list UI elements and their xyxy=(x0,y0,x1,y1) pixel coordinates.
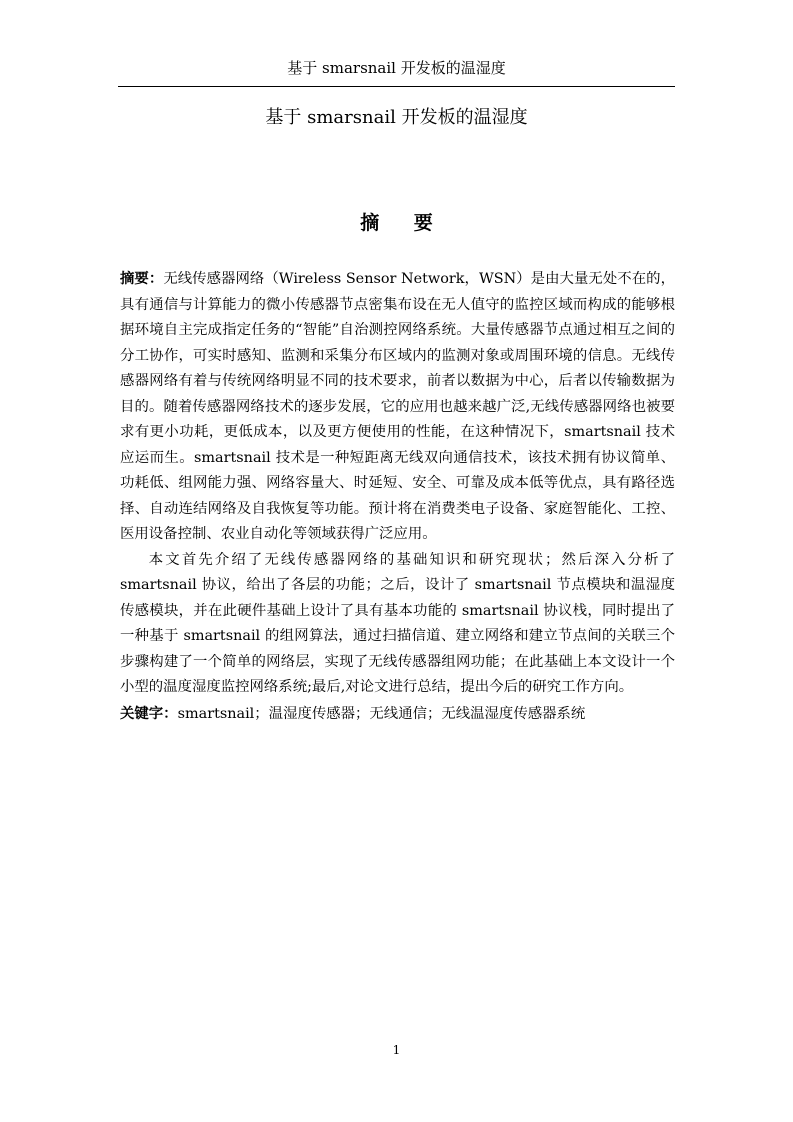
abstract-body xyxy=(120,266,675,727)
abstract-label: 摘要： xyxy=(120,270,164,287)
header-rule xyxy=(118,86,675,87)
abstract-paragraph xyxy=(120,266,675,548)
page-number: 1 xyxy=(392,1043,401,1057)
keywords-text: smartsnail；温湿度传感器；无线通信；无线温湿度传感器系统 xyxy=(177,705,586,722)
abstract-heading: 摘 要 xyxy=(360,212,447,234)
abstract-text: 无线传感器网络（Wireless Sensor Network，WSN）是由大量无处不在的，具有通信与计算能力的微小传感器节点密集布设在无人值守的监控区域而构成的能够根据环境自主完成指定任务的“智能”自治测控网络系统。大量传感器节点通过相互之间的分工协作，可实时感知、监测和采集分布区域内的监测对象或周围环境的信息。无线传感器网络有着与传统网络明显不同的技术要求，前者以数据为中心，后者以传输数据为目的。随着传感器网络技术的逐步发展，它的应用也越来越广泛,无线传感器网络也被要求有更小功耗，更低成本，以及更方便使用的性能，在这种情况下，smartsnail 技术应运而生。smartsnail 技术是一种短距离无线双向通信技术，该技术拥有协议简单、功耗低、组网能力强、网络容量大、时延短、安全、可靠及成本低等优点，具有路径选择、自动连结网络及自我恢复等功能。预计将在消费类电子设备、家庭智能化、工控、医用设备控制、农业自动化等领域获得广泛应用。 xyxy=(120,271,675,542)
keywords-paragraph xyxy=(120,701,675,728)
running-header: 基于 smarsnail 开发板的温湿度 xyxy=(287,59,506,77)
keywords-label: 关键字： xyxy=(120,704,178,722)
document-title: 基于 smarsnail 开发板的温湿度 xyxy=(265,107,528,128)
body-paragraph-2: 本文首先介绍了无线传感器网络的基础知识和研究现状；然后深入分析了 smartsnail 协议，给出了各层的功能；之后，设计了 smartsnail 节点模块和温湿度传感模块，并在此硬件基础上设计了具有基本功能的 smartsnail 协议栈，同时提出了一种基于 smartsnail 的组网算法，通过扫描信道、建立网络和建立节点间的关联三个步骤构建了一个简单的网络层，实现了无线传感器组网功能；在此基础上本文设计一个小型的温度湿度监控网络系统;最后,对论文进行总结，提出今后的研究工作方向。 xyxy=(120,551,675,695)
